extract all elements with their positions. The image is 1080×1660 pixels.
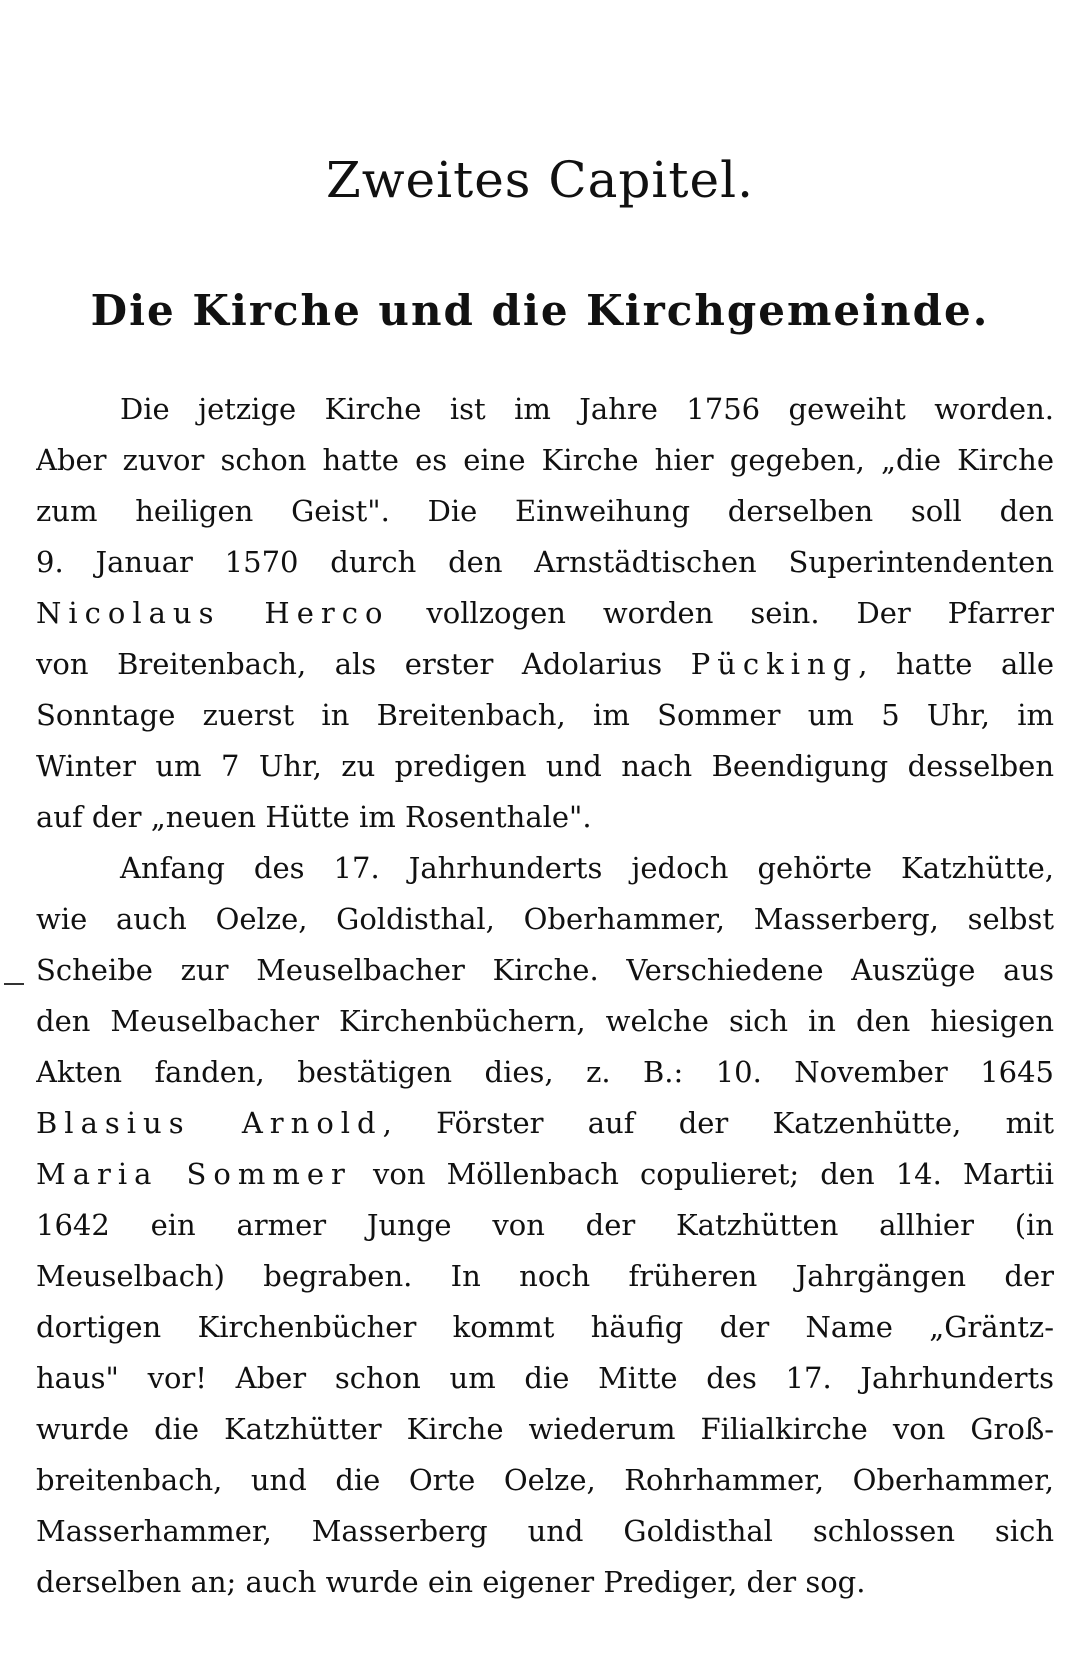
line-segment: von Breitenbach, als erster Adolarius xyxy=(36,647,691,681)
text-line: Sonntage zuerst in Breitenbach, im Sommer um 5 Uhr, im xyxy=(36,698,1054,732)
text-line xyxy=(36,588,1054,639)
text-line: 9. Januar 1570 durch den Arnstädtischen Superintendenten xyxy=(36,545,1054,579)
text-line: wie auch Oelze, Goldisthal, Oberhammer, Masserberg, selbst xyxy=(36,902,1054,936)
paragraph xyxy=(36,843,1054,1608)
text-line: Anfang des 17. Jahrhunderts jedoch gehörte Katzhütte, xyxy=(120,851,1054,885)
text-line xyxy=(36,1098,1054,1149)
text-line: derselben an; auch wurde ein eigener Prediger, der sog. xyxy=(36,1565,866,1599)
text-line: haus" vor! Aber schon um die Mitte des 17. Jahrhunderts xyxy=(36,1361,1054,1395)
chapter-heading: Zweites Capitel. xyxy=(326,151,754,209)
text-line: Masserhammer, Masserberg und Goldisthal schlossen sich xyxy=(36,1514,1054,1548)
margin-mark xyxy=(4,983,24,985)
line-segment: vollzogen worden sein. Der Pfarrer xyxy=(389,596,1054,630)
spaced-name: Pücking xyxy=(690,647,859,681)
text-line: Scheibe zur Meuselbacher Kirche. Verschiedene Auszüge aus xyxy=(36,953,1054,987)
line-segment: , Förster auf der Katzenhütte, mit xyxy=(382,1106,1054,1140)
spaced-name: Maria Sommer xyxy=(36,1157,352,1191)
text-line: 1642 ein armer Junge von der Katzhütten allhier (in xyxy=(36,1208,1054,1242)
spaced-name: Blasius Arnold xyxy=(36,1106,383,1140)
text-line xyxy=(36,1149,1054,1200)
text-line: zum heiligen Geist". Die Einweihung derselben soll den xyxy=(36,494,1054,528)
text-line: dortigen Kirchenbücher kommt häufig der Name „Gräntz- xyxy=(36,1310,1054,1344)
text-line: Winter um 7 Uhr, zu predigen und nach Beendigung desselben xyxy=(36,749,1054,783)
line-segment: , hatte alle xyxy=(858,647,1054,681)
text-line: wurde die Katzhütter Kirche wiederum Filialkirche von Groß- xyxy=(36,1412,1054,1446)
line-segment: von Möllenbach copulieret; den 14. Martii xyxy=(351,1157,1054,1191)
paragraph xyxy=(36,384,1054,843)
text-line: Akten fanden, bestätigen dies, z. B.: 10. November 1645 xyxy=(36,1055,1054,1089)
text-line: Aber zuvor schon hatte es eine Kirche hier gegeben, „die Kirche xyxy=(36,443,1054,477)
text-line: breitenbach, und die Orte Oelze, Rohrhammer, Oberhammer, xyxy=(36,1463,1054,1497)
text-line: Meuselbach) begraben. In noch früheren Jahrgängen der xyxy=(36,1259,1054,1293)
text-line xyxy=(36,639,1054,690)
body-text xyxy=(36,384,1054,1608)
text-line: auf der „neuen Hütte im Rosenthale". xyxy=(36,800,592,834)
spaced-name: Nicolaus Herco xyxy=(36,596,390,630)
text-line: Die jetzige Kirche ist im Jahre 1756 geweiht worden. xyxy=(120,392,1054,426)
chapter-title: Die Kirche und die Kirchgemeinde. xyxy=(90,286,990,335)
text-line: den Meuselbacher Kirchenbüchern, welche sich in den hiesigen xyxy=(36,1004,1054,1038)
